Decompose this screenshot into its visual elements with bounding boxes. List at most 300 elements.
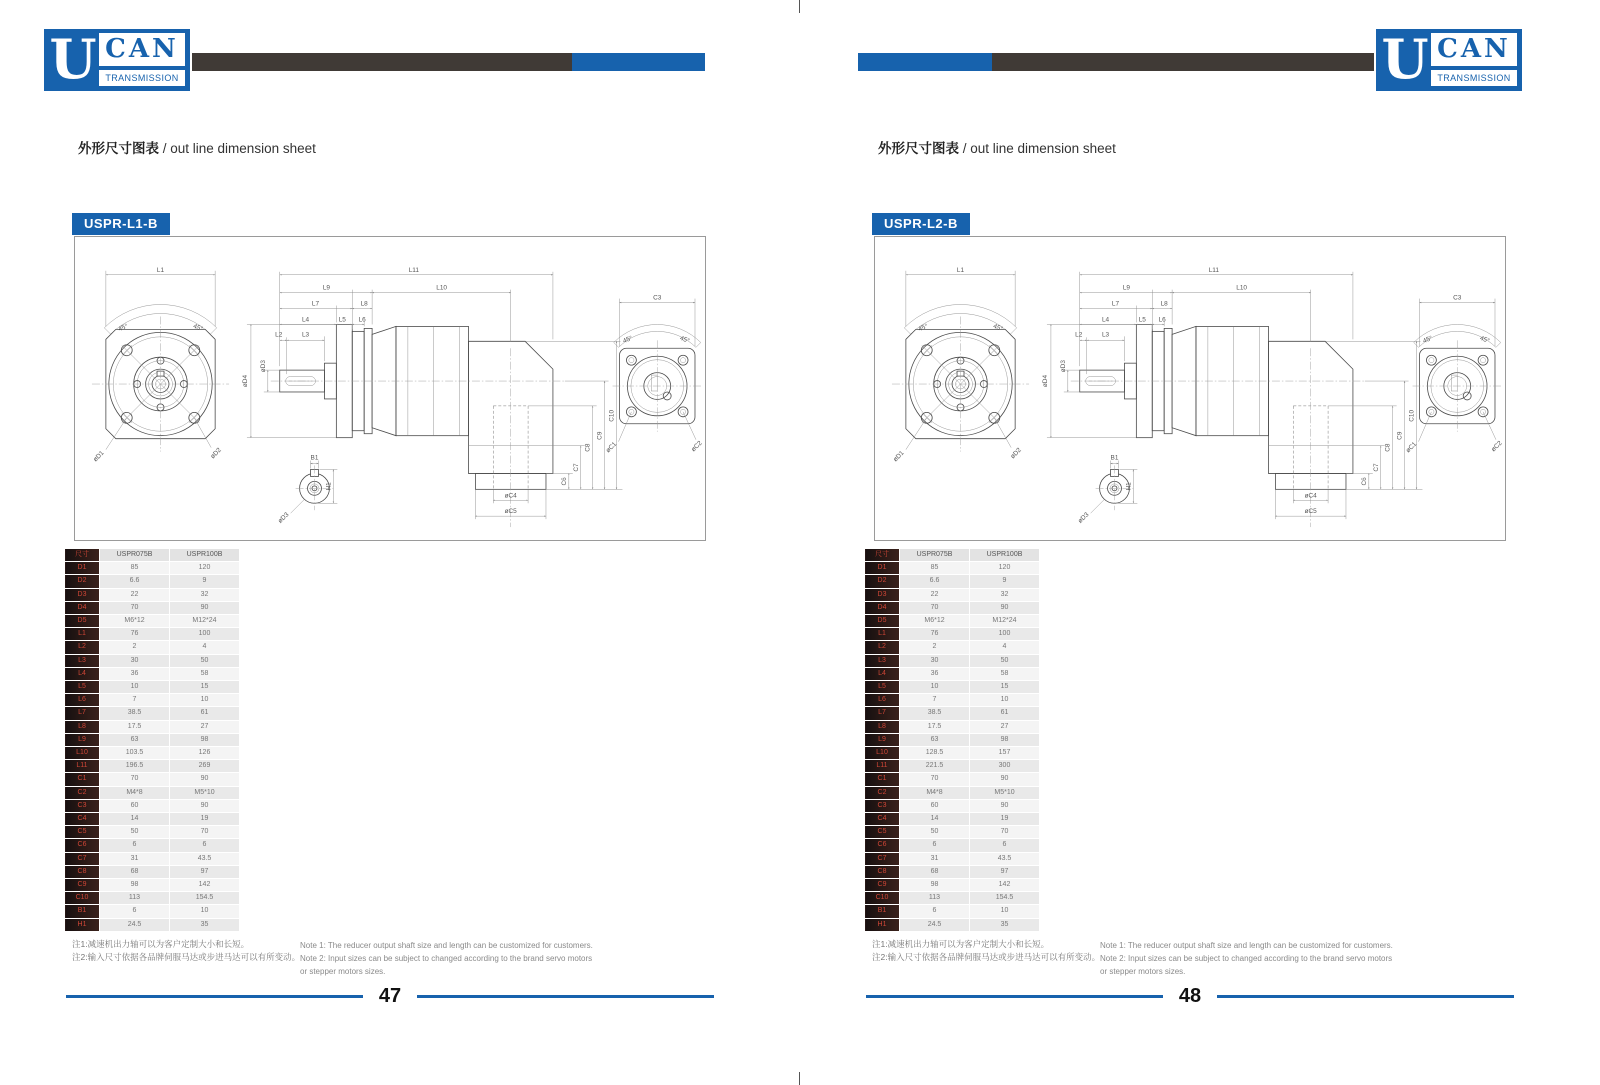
dim-value-cell: 98: [900, 879, 970, 892]
table-row: [865, 852, 1040, 865]
dim-label-l10: L10: [436, 284, 448, 292]
dim-label-h1: H1: [325, 482, 333, 491]
logo-can-box: [99, 33, 185, 66]
notes-chinese: [72, 938, 300, 964]
dim-label-b1: B1: [1110, 454, 1119, 462]
dim-value-cell: 10: [100, 681, 170, 694]
table-row: [65, 786, 240, 799]
shaft-key-detail-view: [277, 455, 337, 525]
table-row: [65, 799, 240, 812]
dim-label-cell: B1: [865, 905, 900, 918]
page-footer: [66, 986, 714, 1006]
dim-value-cell: 6.6: [900, 575, 970, 588]
dim-label-cell: L5: [865, 681, 900, 694]
table-row: [865, 707, 1040, 720]
table-row: [865, 879, 1040, 892]
dim-label-cell: D3: [865, 588, 900, 601]
dim-value-cell: 6: [900, 905, 970, 918]
model-column-header: USPR075B: [100, 549, 170, 562]
dim-label-l9: L9: [322, 284, 331, 292]
rear-flange-view: [605, 295, 704, 455]
table-row: [65, 733, 240, 746]
dim-value-cell: 70: [170, 826, 240, 839]
dim-value-cell: 50: [970, 654, 1040, 667]
dim-label-c3: C3: [653, 294, 662, 302]
table-row: [65, 813, 240, 826]
logo-letter-u: U: [1381, 27, 1429, 91]
dim-label-c10: C10: [608, 409, 616, 422]
dim-label-d3: øD3: [1059, 360, 1067, 373]
table-row: [65, 905, 240, 918]
drawing-box: [74, 236, 706, 541]
dimension-table: [864, 548, 1040, 932]
dim-value-cell: 2: [100, 641, 170, 654]
dim-label-45-right: 45°: [678, 334, 691, 345]
dim-label-cell: L10: [65, 747, 100, 760]
table-header-row: [65, 549, 240, 562]
table-row: [865, 588, 1040, 601]
dim-label-l8: L8: [1160, 300, 1168, 308]
dim-label-l6: L6: [1158, 316, 1166, 324]
header-bar-dark: [992, 53, 1374, 71]
dim-value-cell: 196.5: [100, 760, 170, 773]
dim-value-cell: M12*24: [170, 615, 240, 628]
page-footer: [866, 986, 1514, 1006]
dim-label-45-right: 45°: [992, 322, 1004, 334]
dim-label-cell: L5: [65, 681, 100, 694]
dim-value-cell: 98: [100, 879, 170, 892]
dim-label-l11: L11: [408, 266, 419, 274]
dim-value-cell: M4*8: [100, 786, 170, 799]
table-row: [865, 905, 1040, 918]
dim-value-cell: M6*12: [900, 615, 970, 628]
table-header-row: [865, 549, 1040, 562]
dim-value-cell: 97: [170, 865, 240, 878]
table-row: [65, 760, 240, 773]
dim-value-cell: 24.5: [900, 918, 970, 931]
table-row: [65, 654, 240, 667]
dim-value-cell: 22: [900, 588, 970, 601]
dim-label-cell: C4: [65, 813, 100, 826]
table-row: [65, 773, 240, 786]
dim-label-cell: L9: [65, 733, 100, 746]
dim-value-cell: 120: [970, 562, 1040, 575]
dim-label-cell: D2: [865, 575, 900, 588]
dim-label-l6: L6: [358, 316, 366, 324]
dim-value-cell: 6.6: [100, 575, 170, 588]
dim-value-cell: 60: [100, 799, 170, 812]
dim-value-cell: 6: [900, 839, 970, 852]
table-row: [865, 575, 1040, 588]
dim-label-cell: H1: [865, 918, 900, 931]
table-row: [865, 681, 1040, 694]
dim-value-cell: 38.5: [900, 707, 970, 720]
sheet-title-en: / out line dimension sheet: [162, 141, 316, 156]
dim-label-l11: L11: [1208, 266, 1219, 274]
dim-label-cell: D5: [865, 615, 900, 628]
dim-value-cell: 58: [970, 667, 1040, 680]
dim-label-cell: L8: [865, 720, 900, 733]
dim-value-cell: 22: [100, 588, 170, 601]
dim-label-cell: H1: [65, 918, 100, 931]
dim-value-cell: 221.5: [900, 760, 970, 773]
dim-value-cell: 113: [100, 892, 170, 905]
dim-label-c3: C3: [1453, 294, 1462, 302]
dim-value-cell: 50: [170, 654, 240, 667]
dim-label-l8: L8: [360, 300, 368, 308]
dim-value-cell: 24.5: [100, 918, 170, 931]
dim-value-cell: 35: [170, 918, 240, 931]
dim-value-cell: 30: [900, 654, 970, 667]
dim-value-cell: 6: [100, 839, 170, 852]
rear-flange-view: [1405, 295, 1504, 455]
table-row: [865, 562, 1040, 575]
dim-label-cell: C5: [65, 826, 100, 839]
dim-label-c1: øC1: [604, 440, 619, 455]
dim-label-c4: øC4: [504, 492, 517, 500]
dim-label-cell: L7: [65, 707, 100, 720]
dim-value-cell: 32: [970, 588, 1040, 601]
outline-dimension-drawing: [75, 237, 705, 540]
dim-value-cell: 32: [170, 588, 240, 601]
note-en-2: Note 2: Input sizes can be subject to changed according to the brand servo motors: [1100, 953, 1393, 963]
dim-label-l9: L9: [1122, 284, 1131, 292]
dim-label-cell: C9: [65, 879, 100, 892]
ucan-logo: [44, 29, 190, 91]
table-row: [865, 720, 1040, 733]
dim-label-cell: L9: [865, 733, 900, 746]
dim-label-cell: L7: [865, 707, 900, 720]
dim-label-cell: C1: [65, 773, 100, 786]
table-row: [865, 747, 1040, 760]
table-row: [865, 733, 1040, 746]
dim-column-header: 尺寸: [65, 549, 100, 562]
dim-value-cell: M4*8: [900, 786, 970, 799]
dim-label-d2: øD2: [1009, 446, 1023, 461]
dim-value-cell: 10: [170, 905, 240, 918]
logo-can-text: CAN: [105, 34, 179, 64]
dim-value-cell: 70: [100, 773, 170, 786]
dim-value-cell: 10: [900, 681, 970, 694]
dim-value-cell: 128.5: [900, 747, 970, 760]
dim-label-cell: C4: [865, 813, 900, 826]
logo-can-text: CAN: [1437, 34, 1511, 64]
table-row: [865, 892, 1040, 905]
dim-label-l5: L5: [1138, 316, 1146, 324]
dim-label-d4: øD4: [1041, 374, 1049, 388]
dim-label-l5: L5: [338, 316, 346, 324]
dim-value-cell: 10: [170, 694, 240, 707]
table-row: [65, 839, 240, 852]
sheet-title-en: / out line dimension sheet: [962, 141, 1116, 156]
side-section-view: [242, 267, 623, 527]
dim-value-cell: 70: [100, 601, 170, 614]
dim-label-cell: L11: [865, 760, 900, 773]
dim-value-cell: 17.5: [100, 720, 170, 733]
dim-label-45-left: 45°: [917, 322, 930, 334]
dim-label-l7: L7: [311, 300, 320, 308]
table-row: [865, 760, 1040, 773]
side-section-view: [1042, 267, 1423, 527]
table-row: [65, 575, 240, 588]
dim-value-cell: 2: [900, 641, 970, 654]
dim-value-cell: 113: [900, 892, 970, 905]
dim-label-l2: L2: [1075, 331, 1083, 339]
header-bar-blue: [572, 53, 705, 71]
note-en-3: or stepper motors sizes.: [300, 966, 386, 976]
dim-label-cell: C9: [865, 879, 900, 892]
dim-value-cell: 50: [900, 826, 970, 839]
dim-value-cell: 19: [170, 813, 240, 826]
dim-value-cell: 76: [900, 628, 970, 641]
dim-label-cell: C7: [865, 852, 900, 865]
dim-label-cell: C10: [65, 892, 100, 905]
dim-value-cell: 154.5: [970, 892, 1040, 905]
dim-label-45-right: 45°: [1478, 334, 1491, 345]
table-row: [65, 694, 240, 707]
dim-value-cell: 90: [170, 601, 240, 614]
dim-value-cell: 50: [100, 826, 170, 839]
table-row: [65, 707, 240, 720]
dim-label-cell: C3: [865, 799, 900, 812]
dim-label-c8: C8: [1384, 443, 1392, 452]
table-row: [65, 865, 240, 878]
table-row: [865, 694, 1040, 707]
dim-label-cell: L1: [65, 628, 100, 641]
dim-value-cell: 7: [900, 694, 970, 707]
dim-label-h1: H1: [1125, 482, 1133, 491]
dim-value-cell: 36: [100, 667, 170, 680]
dim-column-header: 尺寸: [865, 549, 900, 562]
table-row: [65, 879, 240, 892]
dim-value-cell: 43.5: [170, 852, 240, 865]
dim-label-d1: øD1: [892, 449, 906, 464]
dim-label-c5: øC5: [504, 508, 517, 516]
dim-value-cell: 58: [170, 667, 240, 680]
dim-value-cell: 100: [170, 628, 240, 641]
table-row: [865, 773, 1040, 786]
dim-value-cell: 63: [100, 733, 170, 746]
table-row: [865, 865, 1040, 878]
dim-label-c2: øC2: [690, 439, 704, 454]
dim-label-c8: C8: [584, 443, 592, 452]
dim-value-cell: 19: [970, 813, 1040, 826]
dim-label-c4: øC4: [1304, 492, 1317, 500]
dim-label-c5: øC5: [1304, 508, 1317, 516]
dim-value-cell: 63: [900, 733, 970, 746]
dim-label-l1: L1: [956, 266, 965, 274]
dim-label-l7: L7: [1111, 300, 1120, 308]
dim-value-cell: 70: [900, 773, 970, 786]
dim-label-45-right: 45°: [192, 322, 204, 334]
dim-value-cell: 9: [970, 575, 1040, 588]
front-flange-view: [92, 267, 229, 463]
dim-value-cell: 43.5: [970, 852, 1040, 865]
dim-value-cell: 90: [970, 799, 1040, 812]
table-row: [865, 641, 1040, 654]
sheet-title: [78, 137, 316, 157]
dim-label-c10: C10: [1408, 409, 1416, 422]
dim-value-cell: 31: [100, 852, 170, 865]
dim-label-cell: L3: [65, 654, 100, 667]
dim-label-d3-detail: øD3: [276, 511, 291, 525]
dim-value-cell: 10: [970, 905, 1040, 918]
note-zh-1: 注1:减速机出力轴可以为客户定制大小和长短。: [872, 939, 1050, 949]
table-row: [65, 588, 240, 601]
dim-value-cell: 68: [900, 865, 970, 878]
dim-label-l1: L1: [156, 266, 165, 274]
dim-value-cell: 120: [170, 562, 240, 575]
dim-label-cell: C3: [65, 799, 100, 812]
dim-value-cell: 126: [170, 747, 240, 760]
dim-value-cell: 97: [970, 865, 1040, 878]
table-row: [65, 892, 240, 905]
dim-label-45-left: 45°: [622, 334, 634, 345]
sheet-title-zh: 外形尺寸图表: [78, 141, 159, 156]
dim-value-cell: 27: [170, 720, 240, 733]
dim-label-b1: B1: [310, 454, 319, 462]
note-en-1: Note 1: The reducer output shaft size and length can be customized for customers.: [1100, 941, 1393, 950]
dim-value-cell: 90: [970, 773, 1040, 786]
table-row: [865, 667, 1040, 680]
logo-can-box: [1431, 33, 1517, 66]
dim-value-cell: M5*10: [170, 786, 240, 799]
dim-label-cell: D5: [65, 615, 100, 628]
dim-value-cell: 70: [900, 601, 970, 614]
dim-label-cell: D4: [865, 601, 900, 614]
table-row: [865, 918, 1040, 931]
note-en-1: Note 1: The reducer output shaft size and length can be customized for customers.: [300, 941, 593, 950]
dim-value-cell: 76: [100, 628, 170, 641]
table-row: [65, 918, 240, 931]
dim-value-cell: 27: [970, 720, 1040, 733]
sheet-title: [878, 137, 1116, 157]
dim-value-cell: 98: [970, 733, 1040, 746]
dim-label-l4: L4: [301, 316, 310, 324]
page-number: 47: [378, 985, 402, 1007]
dim-label-cell: C10: [865, 892, 900, 905]
dim-label-cell: D2: [65, 575, 100, 588]
model-column-header: USPR075B: [900, 549, 970, 562]
table-row: [65, 747, 240, 760]
dim-value-cell: M5*10: [970, 786, 1040, 799]
dim-label-cell: D1: [865, 562, 900, 575]
dim-value-cell: 61: [970, 707, 1040, 720]
table-row: [65, 601, 240, 614]
note-zh-2: 注2:输入尺寸依据各品牌伺服马达或步进马达可以有所变动。: [872, 952, 1101, 963]
dim-label-cell: L10: [865, 747, 900, 760]
dim-value-cell: 90: [170, 799, 240, 812]
dim-label-d3: øD3: [259, 360, 267, 373]
dim-label-cell: D4: [65, 601, 100, 614]
dimension-table: [64, 548, 240, 932]
center-cut-mark-top: [799, 0, 800, 13]
center-cut-mark-bottom: [799, 1072, 800, 1085]
dim-label-cell: L4: [865, 667, 900, 680]
dim-value-cell: 68: [100, 865, 170, 878]
logo-transmission-text: TRANSMISSION: [1437, 73, 1511, 83]
table-row: [65, 720, 240, 733]
dim-value-cell: 6: [100, 905, 170, 918]
model-column-header: USPR100B: [170, 549, 240, 562]
dim-value-cell: 10: [970, 694, 1040, 707]
dim-value-cell: 9: [170, 575, 240, 588]
notes-chinese: [872, 938, 1100, 964]
dim-label-cell: L2: [865, 641, 900, 654]
dim-label-cell: D3: [65, 588, 100, 601]
dim-value-cell: 38.5: [100, 707, 170, 720]
outline-dimension-drawing: [875, 237, 1505, 540]
dim-value-cell: 90: [170, 773, 240, 786]
footer-line-left: [866, 995, 1163, 998]
dim-value-cell: 6: [170, 839, 240, 852]
dim-value-cell: 85: [900, 562, 970, 575]
dim-value-cell: M12*24: [970, 615, 1040, 628]
table-row: [865, 826, 1040, 839]
dim-label-c1: øC1: [1404, 440, 1419, 455]
table-row: [865, 615, 1040, 628]
catalog-page-48: [800, 0, 1600, 1085]
dim-label-c7: C7: [1372, 463, 1380, 472]
dim-label-c7: C7: [572, 463, 580, 472]
dim-label-l3: L3: [301, 331, 310, 339]
table-row: [65, 615, 240, 628]
table-row: [865, 786, 1040, 799]
dim-value-cell: 70: [970, 826, 1040, 839]
note-zh-2: 注2:输入尺寸依据各品牌伺服马达或步进马达可以有所变动。: [72, 952, 301, 963]
table-row: [65, 562, 240, 575]
model-tag: USPR-L1-B: [72, 213, 170, 235]
table-row: [865, 628, 1040, 641]
note-zh-1: 注1:减速机出力轴可以为客户定制大小和长短。: [72, 939, 250, 949]
table-row: [65, 852, 240, 865]
logo-letter-u: U: [49, 27, 97, 91]
shaft-key-detail-view: [1077, 455, 1137, 525]
logo-transmission-box: [1431, 70, 1517, 86]
dim-value-cell: 85: [100, 562, 170, 575]
dim-label-cell: C8: [865, 865, 900, 878]
dim-value-cell: 154.5: [170, 892, 240, 905]
dim-label-cell: L3: [865, 654, 900, 667]
dim-label-cell: L6: [865, 694, 900, 707]
dim-value-cell: 269: [170, 760, 240, 773]
header-bar-blue: [858, 53, 992, 71]
table-row: [65, 667, 240, 680]
model-column-header: USPR100B: [970, 549, 1040, 562]
dim-label-cell: L2: [65, 641, 100, 654]
dim-label-c9: C9: [596, 431, 604, 440]
dim-label-cell: L4: [65, 667, 100, 680]
dim-label-d4: øD4: [241, 374, 249, 388]
dim-value-cell: 142: [170, 879, 240, 892]
note-en-2: Note 2: Input sizes can be subject to changed according to the brand servo motors: [300, 953, 593, 963]
dim-label-cell: C2: [65, 786, 100, 799]
dim-label-cell: C1: [865, 773, 900, 786]
logo-transmission-box: [99, 70, 185, 86]
dim-label-cell: C5: [865, 826, 900, 839]
dim-label-l10: L10: [1236, 284, 1248, 292]
dim-value-cell: 90: [970, 601, 1040, 614]
dim-value-cell: 60: [900, 799, 970, 812]
dim-value-cell: 300: [970, 760, 1040, 773]
drawing-box: [874, 236, 1506, 541]
dim-label-cell: C7: [65, 852, 100, 865]
dim-label-cell: C6: [865, 839, 900, 852]
dim-label-c9: C9: [1396, 431, 1404, 440]
dim-value-cell: M6*12: [100, 615, 170, 628]
dim-label-cell: L1: [865, 628, 900, 641]
dim-value-cell: 6: [970, 839, 1040, 852]
